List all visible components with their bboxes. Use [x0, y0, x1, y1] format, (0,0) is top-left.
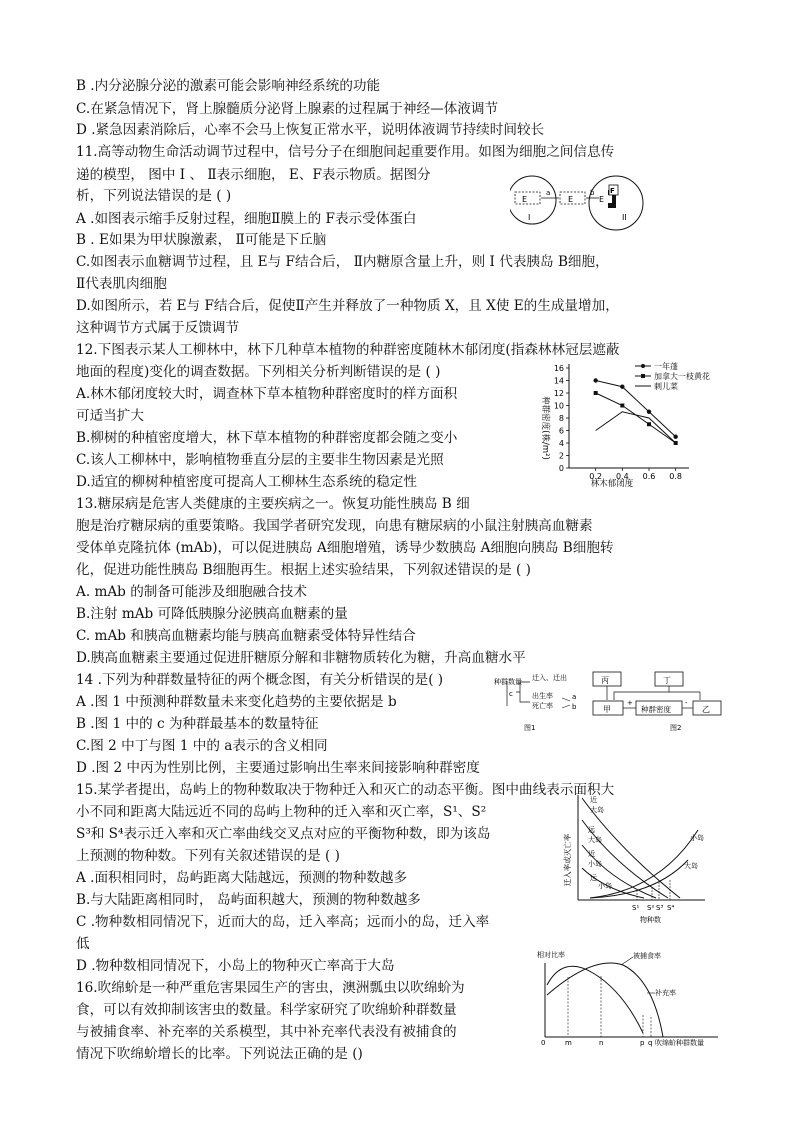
label-e1: E	[522, 195, 528, 204]
text-line: 食，可以有效抑制该害虫的数量。科学家研究了吹绵蚧种群数量	[76, 1002, 457, 1018]
fig1-b: b	[572, 703, 577, 711]
text-line: B.与大陆距离相同时， 岛屿面积越大，预测的物种数越多	[76, 892, 421, 908]
text-line: D .图 2 中丙为性别比例，主要通过影响出生率来间接影响种群密度	[76, 760, 480, 776]
text-line: B .图 1 中的 c 为种群最基本的数量特征	[76, 716, 319, 732]
text-line: 11.高等动物生命活动调节过程中，信号分子在细胞间起重要作用。如图为细胞之间信息传	[76, 144, 615, 160]
x-tick-label: 0.4	[615, 472, 629, 481]
y-tick-label: 8	[558, 414, 564, 423]
text-line: C.图 2 中丁与图 1 中的 a表示的含义相同	[76, 738, 328, 754]
text-line: A .面积相同时，岛屿距离大陆越远，预测的物种数越多	[76, 870, 408, 886]
x-axis-label: 林木郁闭度	[590, 479, 634, 488]
text-line: A. mAb 的制备可能涉及细胞融合技术	[76, 584, 307, 600]
tick-q: q	[648, 1039, 653, 1047]
fig2-ding: 丁	[663, 676, 671, 685]
text-line: 递的模型， 图中 I 、 Ⅱ表示细胞， E、F表示物质。据图分	[76, 167, 431, 183]
label-cell-ii: II	[622, 213, 627, 222]
label-far-2: 远	[590, 874, 597, 882]
x-axis-label-16: 吹绵蚧种群数量	[655, 1039, 704, 1047]
label-big-1: 大岛	[590, 806, 604, 814]
fig1-caption: 图1	[524, 724, 536, 732]
tick-s1: S¹	[632, 904, 640, 912]
predation-replenish-chart	[533, 945, 723, 1050]
y-axis-label-15: 迁入率或灭亡率	[563, 833, 572, 887]
label-big-3: 大岛	[684, 862, 698, 870]
fig2-density: 种群密度	[641, 705, 671, 714]
text-line: 地面的程度)变化的调查数据。下列相关分析判断错误的是 ( )	[76, 364, 441, 380]
data-point	[647, 410, 651, 414]
series-line	[596, 412, 676, 443]
data-point	[593, 378, 597, 382]
y-tick-label: 12	[553, 389, 564, 398]
label-far-1: 远	[588, 826, 595, 834]
fig1-a: a	[572, 693, 577, 701]
label-b: b	[590, 189, 595, 197]
x-axis-label-15: 物种数	[640, 916, 661, 924]
y-tick-label: 2	[558, 451, 564, 461]
text-line: C.在紧急情况下，肾上腺髓质分泌肾上腺素的过程属于神经—体液调节	[76, 101, 499, 117]
text-line: D .紧急因素消除后，心率不会马上恢复正常水平，说明体液调节持续时间较长	[76, 122, 545, 138]
text-line: 16.吹绵蚧是一种严重危害果园生产的害虫，澳洲瓢虫以吹绵蚧为	[76, 980, 465, 996]
y-axis-label-16: 相对比率	[537, 951, 565, 959]
tick-s4: S⁴	[667, 904, 675, 912]
label-f: F	[610, 187, 615, 195]
label-big-2: 大岛	[588, 836, 602, 844]
label-e2: E	[568, 195, 574, 204]
y-tick-label: 4	[558, 439, 564, 448]
text-line: 受体单克隆抗体 (mAb)，可以促进胰岛 A细胞增殖，诱导少数胰岛 A细胞向胰岛 B细胞转	[76, 540, 614, 556]
text-line: B.注射 mAb 可降低胰腺分泌胰高血糖素的量	[76, 606, 348, 622]
text-line: D.适宜的柳树种植密度可提高人工柳林生态系统的稳定性	[76, 474, 417, 490]
text-line: D.如图所示，若 E与 F结合后，促使Ⅱ产生并释放了一种物质 X，且 X使 E的生成量增加，	[76, 298, 619, 314]
text-line: 上预测的物种数。下列有关叙述错误的是 ( )	[76, 848, 340, 864]
tick-p: p	[640, 1039, 645, 1047]
label-predation: 被捕食率	[633, 952, 661, 960]
x-tick-label: 0.8	[669, 472, 683, 481]
y-tick-label: 10	[553, 401, 564, 411]
text-line: A .图 1 中预测种群数量未来变化趋势的主要依据是 b	[76, 694, 397, 710]
legend-label: 加拿大一枝黄花	[654, 372, 710, 381]
density-line-chart	[537, 358, 719, 488]
tick-m: m	[565, 1039, 572, 1047]
tick-s2: S²	[647, 904, 655, 912]
legend-marker	[641, 374, 645, 378]
text-line: 低	[76, 936, 90, 952]
text-line: A .如图表示缩手反射过程，细胞Ⅱ膜上的 F表示受体蛋白	[76, 211, 417, 227]
text-line: 与被捕食率、补充率的关系模型，其中补充率代表没有被捕食的	[76, 1024, 457, 1040]
label-small-3: 小岛	[690, 834, 704, 842]
legend-label: 一年蓬	[654, 362, 678, 371]
text-line: 13.糖尿病是危害人类健康的主要疾病之一。恢复功能性胰岛 B 细	[76, 496, 470, 512]
text-line: A.林木郁闭度较大时，调查林下草本植物种群密度时的样方面积	[76, 386, 458, 402]
tick-n: n	[599, 1039, 604, 1047]
text-line: 小不同和距离大陆远近不同的岛屿上物种的迁入率和灭亡率，S¹、S²	[76, 804, 487, 820]
fig2-jia: 甲	[603, 705, 611, 714]
tick-0: 0	[541, 1039, 546, 1047]
text-line: D.胰高血糖素主要通过促进肝糖原分解和非糖物质转化为糖，升高血糖水平	[76, 650, 526, 666]
data-point	[620, 385, 624, 389]
text-line: 可适当扩大	[76, 408, 144, 424]
label-a: a	[546, 189, 551, 197]
text-line: 15.某学者提出，岛屿上的物种数取决于物种迁入和灭亡的动态平衡。图中曲线表示面积大	[76, 782, 615, 798]
text-line: S³和 S⁴表示迁入率和灭亡率曲线交叉点对应的平衡物种数，即为该岛	[76, 826, 491, 842]
y-tick-label: 0	[558, 464, 564, 473]
text-line: 12.下图表示某人工柳林中，林下几种草本植物的种群密度随林木郁闭度(指森林林冠层遮蔽	[76, 342, 620, 358]
fig2-caption: 图2	[670, 724, 682, 732]
label-cell-i: I	[528, 213, 531, 222]
x-tick-label: 0.2	[589, 472, 603, 481]
text-line: 14 .下列为种群数量特征的两个概念图，有关分析错误的是( )	[76, 672, 444, 688]
text-line: C.该人工柳林中，影响植物垂直分层的主要非生物因素是光照	[76, 452, 444, 468]
x-tick-label: 0.6	[642, 472, 656, 481]
fig2-minus: -	[685, 699, 688, 707]
text-line: B.柳树的种植密度增大，林下草本植物的种群密度都会随之变小	[76, 430, 458, 446]
text-line: B .内分泌腺分泌的激素可能会影响神经系统的功能	[76, 78, 381, 94]
text-line: Ⅱ代表肌肉细胞	[76, 276, 167, 292]
text-line: 这种调节方式属于反馈调节	[76, 320, 240, 336]
fig2-bing: 丙	[601, 676, 609, 685]
legend-marker	[641, 364, 645, 368]
fig2-plus: +	[627, 699, 633, 707]
fig2-yi: 乙	[702, 705, 710, 714]
label-small-2: 小岛	[598, 882, 612, 890]
label-replenish: 补充率	[655, 989, 676, 997]
fig1-birth-rate: 出生率	[532, 692, 553, 700]
fig1-migration: 迁入、迁出	[532, 674, 567, 682]
text-line: 胞是治疗糖尿病的重要策略。我国学者研究发现，向患有糖尿病的小鼠注射胰高血糖素	[76, 518, 593, 534]
label-small-1: 小岛	[588, 860, 602, 868]
text-line: D .物种数相同情况下，小岛上的物种灭亡率高于大岛	[76, 958, 395, 974]
data-point	[673, 435, 677, 439]
data-point	[647, 422, 651, 426]
island-species-chart	[560, 790, 710, 935]
label-e3: E	[599, 195, 605, 204]
text-line: C .物种数相同情况下，近而大的岛，迁入率高；远而小的岛，迁入率	[76, 914, 490, 930]
text-line: C. mAb 和胰高血糖素均能与胰高血糖素受体特异性结合	[76, 628, 416, 644]
y-tick-label: 14	[553, 376, 564, 386]
label-near-1: 近	[590, 796, 597, 804]
population-concept-maps	[490, 668, 725, 736]
fig1-population-label: 种群数量	[494, 678, 522, 686]
text-line: 化，促进功能性胰岛 B细胞再生。根据上述实验结果，下列叙述错误的是 ( )	[76, 562, 531, 578]
label-near-2: 近	[588, 850, 595, 858]
y-axis-label: 种群密度(株/m²)	[540, 396, 550, 460]
cell-i	[510, 176, 556, 224]
cell-signaling-diagram	[510, 170, 645, 235]
series-line	[596, 393, 676, 443]
legend-label: 刺儿菜	[654, 382, 678, 391]
text-line: C.如图表示血糖调节过程，且 E与 F结合后， Ⅱ内糖原含量上升，则 I 代表胰岛 B细胞，	[76, 254, 609, 270]
text-line: 析，下列说法错误的是 ( )	[76, 188, 232, 204]
fig1-death-rate: 死亡率	[532, 702, 553, 710]
data-point	[594, 391, 598, 395]
y-tick-label: 16	[553, 364, 564, 373]
text-line: 情况下吹绵蚧增长的比率。下列说法正确的是 ()	[76, 1046, 363, 1062]
y-tick-label: 6	[558, 426, 564, 436]
tick-s3: S³	[656, 904, 664, 912]
text-line: B . E如果为甲状腺激素， Ⅱ可能是下丘脑	[76, 232, 327, 248]
fig1-c-label: c	[509, 690, 513, 698]
data-point	[620, 404, 624, 408]
